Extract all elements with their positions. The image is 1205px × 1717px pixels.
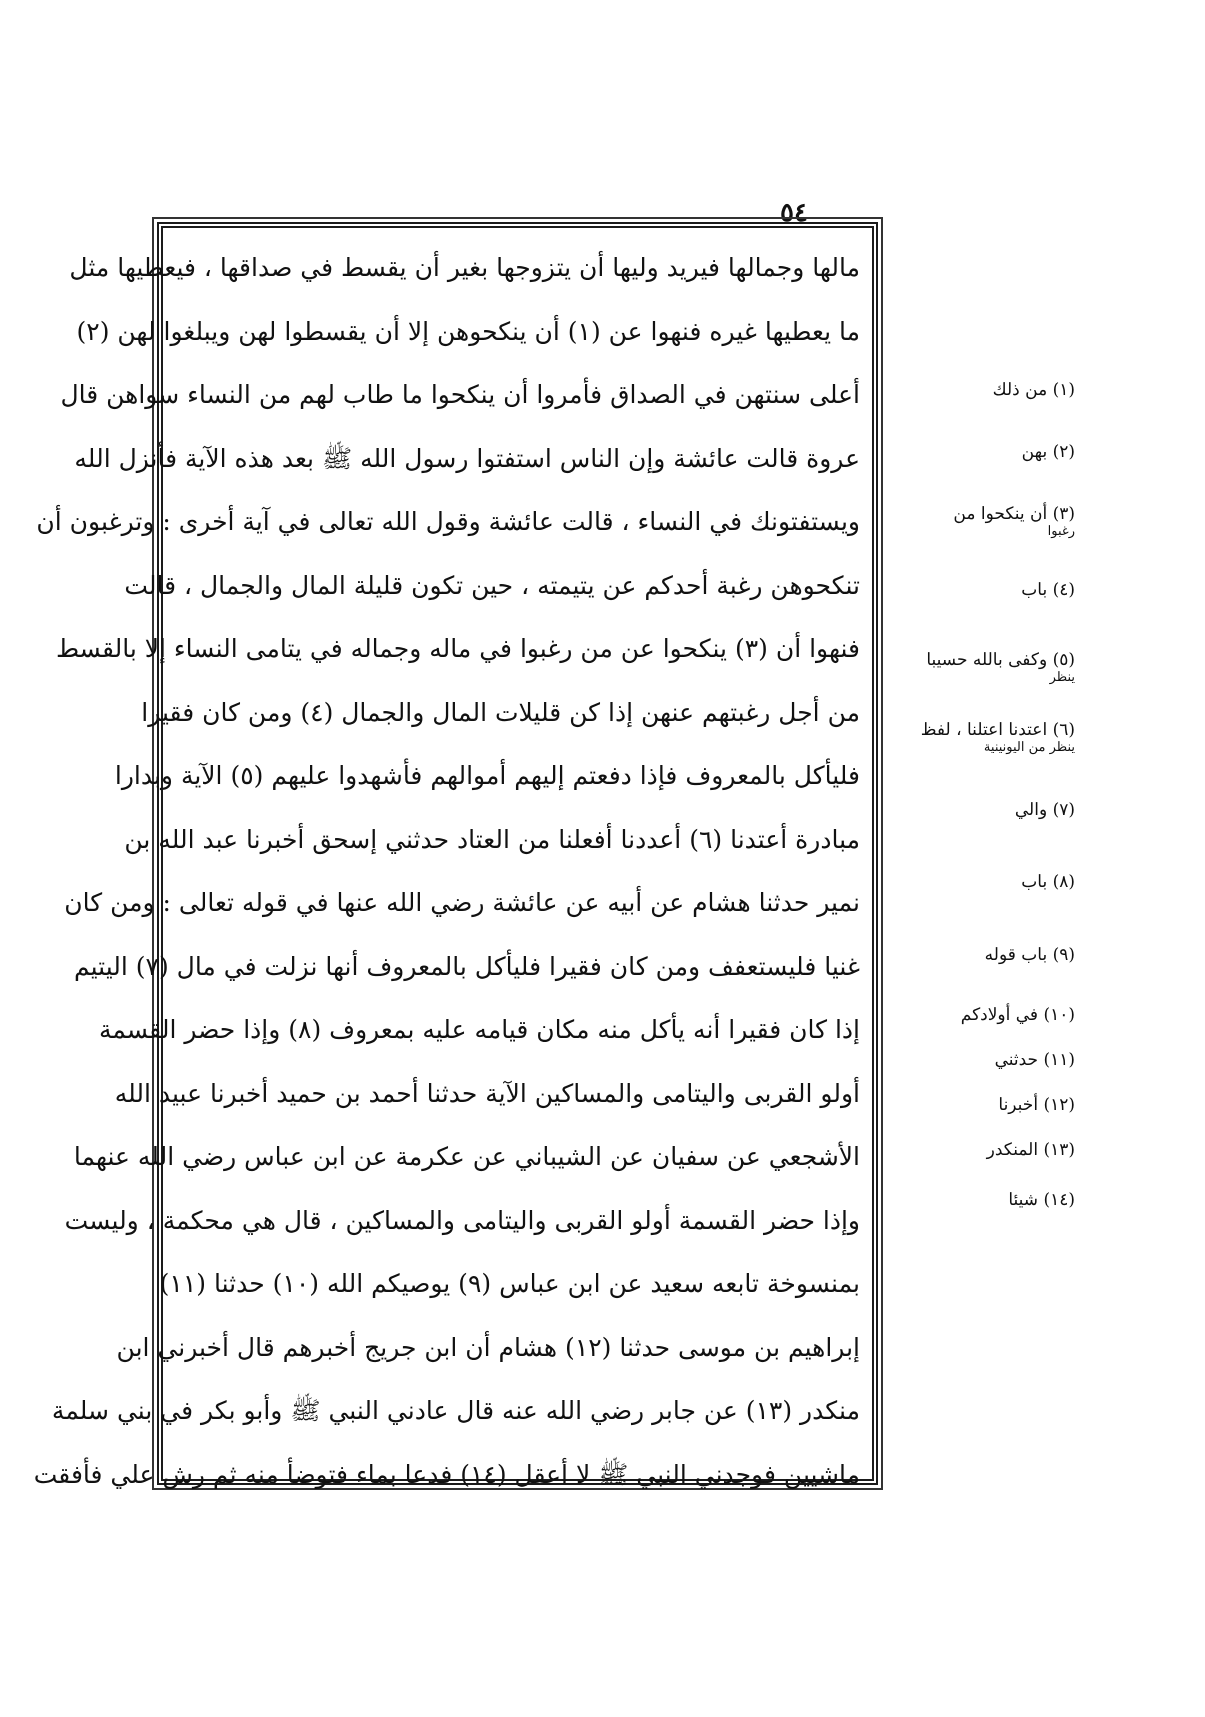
- margin-note: [885, 504, 1075, 539]
- text-line: إذا كان فقيرا أنه يأكل منه مكان قيامه عليه بمعروف (٨) وإذا حضر القسمة: [99, 1015, 860, 1044]
- margin-note-extra: ينظر من اليونينية: [983, 740, 1075, 755]
- margin-note-label: (٣) أن ينكحوا من: [953, 504, 1075, 524]
- text-line: مبادرة أعتدنا (٦) أعددنا أفعلنا من العتاد حدثني إسحق أخبرنا عبد الله بن: [124, 824, 860, 854]
- text-line: تنكحوهن رغبة أحدكم عن يتيمته ، حين تكون قليلة المال والجمال ، قالت: [124, 570, 860, 600]
- margin-note: [885, 580, 1075, 600]
- margin-note-label: (١٣) المنكدر: [986, 1140, 1075, 1160]
- margin-note-label: (١) من ذلك: [992, 380, 1075, 400]
- text-line: من أجل رغبتهم عنهن إذا كن قليلات المال والجمال (٤) ومن كان فقيرا: [141, 697, 860, 727]
- margin-note: [885, 1190, 1075, 1210]
- text-line: ويستفتونك في النساء ، قالت عائشة وقول الله تعالى في آية أخرى : وترغبون أن: [36, 507, 860, 536]
- text-line: الأشجعي عن سفيان عن الشيباني عن عكرمة عن ابن عباس رضي الله عنهما: [73, 1142, 860, 1171]
- margin-note-label: (١٤) شيئا: [1008, 1190, 1075, 1210]
- text-line: وإذا حضر القسمة أولو القربى واليتامى والمساكين ، قال هي محكمة ، وليست: [64, 1205, 860, 1235]
- text-line: ما يعطيها غيره فنهوا عن (١) أن ينكحوهن إلا أن يقسطوا لهن ويبلغوا لهن (٢): [76, 316, 860, 346]
- text-line: أعلى سنتهن في الصداق فأمروا أن ينكحوا ما طاب لهم من النساء سواهن قال: [60, 380, 860, 409]
- page-number: ٥٤: [780, 198, 808, 228]
- margin-note-extra: رغبوا: [1047, 524, 1075, 539]
- margin-note: [885, 720, 1075, 755]
- text-line: بمنسوخة تابعه سعيد عن ابن عباس (٩) يوصيكم الله (١٠) حدثنا (١١): [159, 1269, 860, 1298]
- margin-note-extra: ينظر: [1049, 670, 1075, 685]
- text-line: نمير حدثنا هشام عن أبيه عن عائشة رضي الله عنها في قوله تعالى : ومن كان: [64, 888, 860, 917]
- text-line: فليأكل بالمعروف فإذا دفعتم إليهم أموالهم فأشهدوا عليهم (٥) الآية وبدارا: [114, 761, 860, 790]
- main-text: [33, 236, 860, 1506]
- text-line: فنهوا أن (٣) ينكحوا عن من رغبوا في ماله وجماله في يتامى النساء إلا بالقسط: [55, 634, 860, 663]
- margin-note: [885, 1005, 1075, 1025]
- margin-note: [885, 380, 1075, 400]
- margin-note: [885, 872, 1075, 892]
- margin-note: [885, 442, 1075, 462]
- margin-note: [885, 650, 1075, 685]
- margin-note: [885, 1095, 1075, 1115]
- text-line: غنيا فليستعفف ومن كان فقيرا فليأكل بالمعروف أنها نزلت في مال (٧) اليتيم: [73, 951, 860, 981]
- text-line: أولو القربى واليتامى والمساكين الآية حدثنا أحمد بن حميد أخبرنا عبيد الله: [114, 1078, 860, 1108]
- margin-note-label: (٢) بهن: [1021, 442, 1075, 462]
- margin-note-label: (١٠) في أولادكم: [960, 1005, 1075, 1025]
- margin-note: [885, 800, 1075, 820]
- margin-note: [885, 1050, 1075, 1070]
- text-line: مالها وجمالها فيريد وليها أن يتزوجها بغير أن يقسط في صداقها ، فيعطيها مثل: [69, 253, 860, 282]
- margin-note-label: (١٢) أخبرنا: [998, 1095, 1075, 1115]
- margin-note-label: (٩) باب قوله: [984, 945, 1075, 965]
- margin-note: [885, 945, 1075, 965]
- text-line: إبراهيم بن موسى حدثنا (١٢) هشام أن ابن جريج أخبرهم قال أخبرني ابن: [116, 1332, 860, 1362]
- text-line: ماشيين فوجدني النبي ﷺ لا أعقل (١٤) فدعا بماء فتوضأ منه ثم رش علي فأفقت: [33, 1459, 860, 1489]
- margin-note-label: (١١) حدثني: [994, 1050, 1075, 1070]
- margin-note-label: (٤) باب: [1021, 580, 1075, 600]
- margin-note-label: (٥) وكفى بالله حسيبا: [926, 650, 1075, 670]
- margin-note-label: (٨) باب: [1021, 872, 1075, 892]
- margin-note: [885, 1140, 1075, 1160]
- text-line: عروة قالت عائشة وإن الناس استفتوا رسول الله ﷺ بعد هذه الآية فأنزل الله: [74, 443, 860, 473]
- margin-note-label: (٧) والي: [1014, 800, 1075, 820]
- margin-note-label: (٦) اعتدنا اعتلنا ، لفظ: [920, 720, 1075, 740]
- text-line: منكدر (١٣) عن جابر رضي الله عنه قال عادني النبي ﷺ وأبو بكر في بني سلمة: [51, 1396, 860, 1425]
